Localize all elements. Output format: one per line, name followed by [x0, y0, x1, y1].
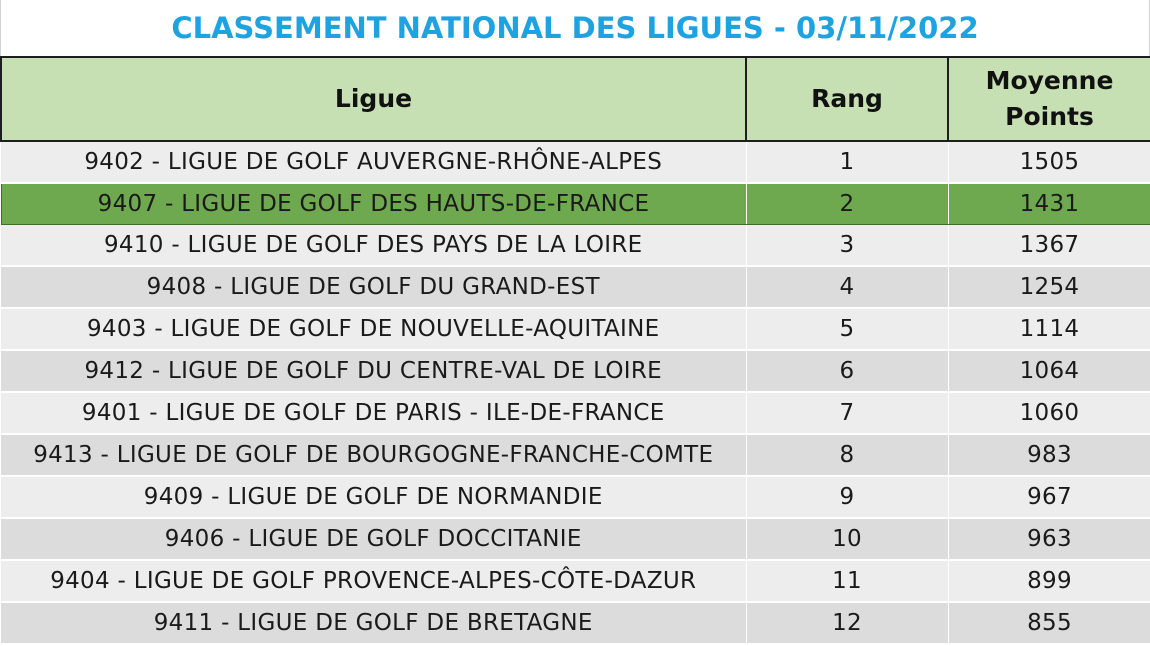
table-row	[1, 308, 1150, 350]
cell-points: 1060	[948, 392, 1150, 434]
table-header	[1, 57, 1150, 141]
table-row	[1, 602, 1150, 644]
column-header-points-line2: Points	[1005, 102, 1094, 131]
cell-points: 967	[948, 476, 1150, 518]
header-row	[1, 57, 1150, 141]
cell-rang: 4	[746, 266, 948, 308]
cell-rang: 5	[746, 308, 948, 350]
cell-ligue: 9406 - LIGUE DE GOLF DOCCITANIE	[1, 518, 746, 560]
table-row	[1, 350, 1150, 392]
cell-ligue: 9408 - LIGUE DE GOLF DU GRAND-EST	[1, 266, 746, 308]
table-row	[1, 476, 1150, 518]
cell-rang: 12	[746, 602, 948, 644]
cell-rang: 6	[746, 350, 948, 392]
cell-rang: 8	[746, 434, 948, 476]
table-row	[1, 434, 1150, 476]
table-row-highlighted	[1, 183, 1150, 225]
cell-points: 983	[948, 434, 1150, 476]
cell-rang: 10	[746, 518, 948, 560]
cell-rang: 1	[746, 141, 948, 183]
table-row	[1, 266, 1150, 308]
table-row	[1, 141, 1150, 183]
cell-points: 855	[948, 602, 1150, 644]
table-row	[1, 560, 1150, 602]
cell-points: 1064	[948, 350, 1150, 392]
cell-ligue: 9410 - LIGUE DE GOLF DES PAYS DE LA LOIRE	[1, 225, 746, 267]
cell-points: 963	[948, 518, 1150, 560]
cell-ligue: 9412 - LIGUE DE GOLF DU CENTRE-VAL DE LOIRE	[1, 350, 746, 392]
column-header-points-line1: Moyenne	[985, 65, 1114, 95]
cell-ligue: 9413 - LIGUE DE GOLF DE BOURGOGNE-FRANCHE-COMTE	[1, 434, 746, 476]
cell-points: 1367	[948, 225, 1150, 267]
table-row	[1, 518, 1150, 560]
cell-points: 899	[948, 560, 1150, 602]
cell-points: 1431	[948, 183, 1150, 225]
cell-points: 1505	[948, 141, 1150, 183]
column-header-points	[948, 57, 1150, 141]
table-row	[1, 225, 1150, 267]
cell-ligue: 9404 - LIGUE DE GOLF PROVENCE-ALPES-CÔTE-DAZUR	[1, 560, 746, 602]
cell-ligue: 9409 - LIGUE DE GOLF DE NORMANDIE	[1, 476, 746, 518]
cell-ligue: 9401 - LIGUE DE GOLF DE PARIS - ILE-DE-FRANCE	[1, 392, 746, 434]
cell-points: 1114	[948, 308, 1150, 350]
cell-rang: 7	[746, 392, 948, 434]
cell-ligue: 9411 - LIGUE DE GOLF DE BRETAGNE	[1, 602, 746, 644]
cell-ligue: 9402 - LIGUE DE GOLF AUVERGNE-RHÔNE-ALPES	[1, 141, 746, 183]
column-header-rang: Rang	[746, 57, 948, 141]
ranking-table	[0, 56, 1150, 645]
cell-rang: 9	[746, 476, 948, 518]
cell-rang: 2	[746, 183, 948, 225]
cell-ligue: 9407 - LIGUE DE GOLF DES HAUTS-DE-FRANCE	[1, 183, 746, 225]
cell-rang: 3	[746, 225, 948, 267]
table-body	[1, 141, 1150, 644]
page-title: CLASSEMENT NATIONAL DES LIGUES - 03/11/2022	[0, 0, 1150, 56]
cell-points: 1254	[948, 266, 1150, 308]
cell-rang: 11	[746, 560, 948, 602]
table-row	[1, 392, 1150, 434]
cell-ligue: 9403 - LIGUE DE GOLF DE NOUVELLE-AQUITAINE	[1, 308, 746, 350]
column-header-ligue: Ligue	[1, 57, 746, 141]
